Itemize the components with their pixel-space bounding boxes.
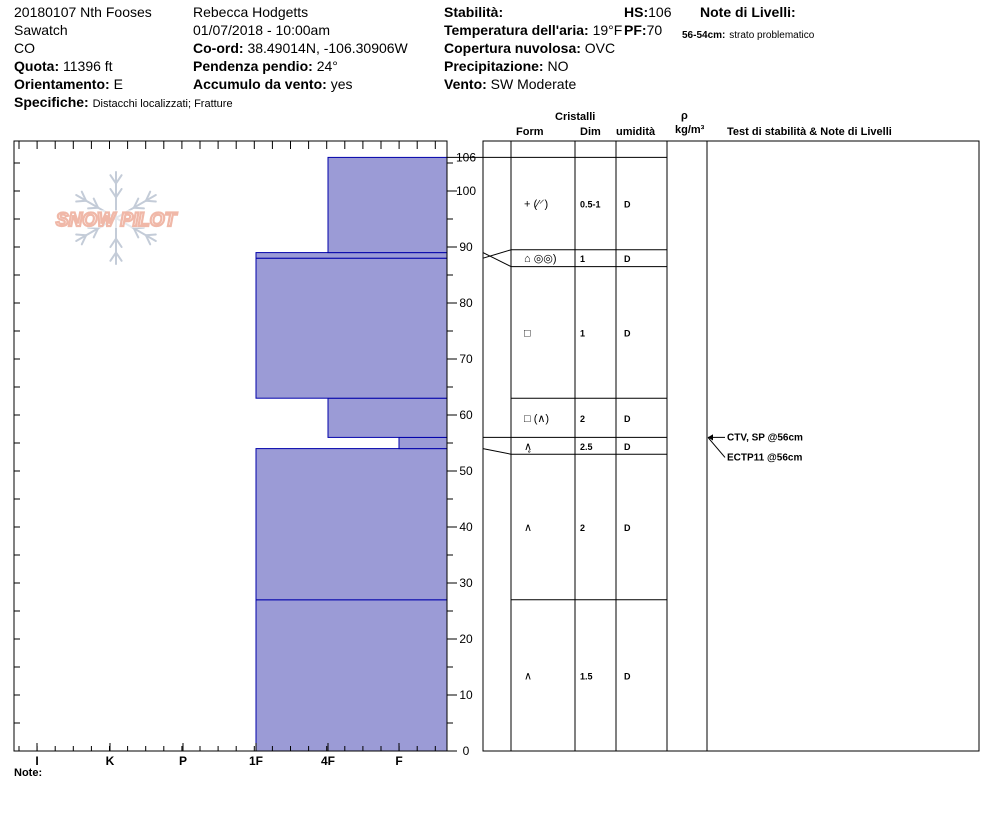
elevation-label: Quota: <box>14 58 60 74</box>
pf-value: 70 <box>646 22 663 38</box>
crystal-table-frame <box>483 141 979 751</box>
form-header: Form <box>516 126 544 138</box>
test-pointer <box>708 437 725 457</box>
flake-branch <box>146 235 156 236</box>
moisture: D <box>624 199 631 210</box>
coord-value: 38.49014N, -106.30906W <box>247 40 408 56</box>
flake-branch <box>76 235 86 236</box>
hardness-label: 1F <box>248 754 264 768</box>
air-temp-value: 19°F <box>592 22 623 38</box>
depth-label: 40 <box>459 520 473 534</box>
aspect-label: Orientamento: <box>14 76 110 92</box>
stability-test-label: CTV, SP @56cm <box>727 432 803 444</box>
hardness-layer <box>256 449 447 600</box>
elevation-value: 11396 ft <box>63 58 113 74</box>
hardness-layer <box>256 600 447 751</box>
grain-size: 2 <box>580 523 586 533</box>
aspect-value: E <box>113 76 123 92</box>
grain-size: 2.5 <box>580 441 593 452</box>
hardness-label: I <box>35 754 39 768</box>
flake-branch <box>146 201 156 202</box>
depth-connector <box>483 250 511 258</box>
observation-datetime: 01/07/2018 - 10:00am <box>193 22 330 38</box>
hardness-layer <box>328 398 447 437</box>
stability-test-label: ECTP11 @56cm <box>727 452 803 464</box>
flake-branch <box>88 208 98 209</box>
grain-form: □ (∧) <box>524 412 550 425</box>
coord-label: Co-ord: <box>193 40 244 56</box>
hs-depth-label: 106 <box>455 150 477 165</box>
slope-label: Pendenza pendio: <box>193 58 313 74</box>
moisture: D <box>624 671 631 682</box>
wind-label: Vento: <box>444 76 487 92</box>
specifics-value: Distacchi localizzati; Fratture <box>92 98 233 110</box>
crystals-header: Cristalli <box>555 111 596 123</box>
state-name: CO <box>14 40 35 56</box>
air-temp-label: Temperatura dell'aria: <box>444 22 589 38</box>
depth-label: 0 <box>462 744 470 758</box>
depth-label: 100 <box>455 184 477 198</box>
hardness-layer <box>399 437 447 448</box>
notes-label: Note: <box>14 767 43 779</box>
hardness-label: P <box>178 754 188 768</box>
density-symbol: ρ <box>681 110 688 122</box>
hardness-label: K <box>105 754 115 768</box>
depth-label: 10 <box>459 688 473 702</box>
grain-size: 0.5-1 <box>580 199 601 210</box>
depth-connector <box>483 449 511 455</box>
depth-label: 50 <box>459 464 473 478</box>
grain-form: ∧ <box>524 522 533 534</box>
moisture: D <box>624 523 631 533</box>
range-name: Sawatch <box>14 22 68 38</box>
specifics-label: Specifiche: <box>14 94 89 110</box>
hs-value: 106 <box>648 4 672 20</box>
snowpilot-logo <box>40 172 192 264</box>
test-arrow-icon <box>708 434 713 440</box>
moisture: D <box>624 328 631 339</box>
precip-value: NO <box>547 58 569 74</box>
hardness-layer <box>328 157 447 252</box>
grain-size: 1 <box>580 328 586 339</box>
grain-form: ⌂ ◎◎) <box>524 253 557 266</box>
wind-load-label: Accumulo da vento: <box>193 76 327 92</box>
moisture: D <box>624 254 631 265</box>
layer-note-text: strato problematico <box>729 30 815 41</box>
wind-value: SW Moderate <box>490 76 577 92</box>
tests-header: Test di stabilità & Note di Livelli <box>727 126 892 138</box>
cloud-value: OVC <box>584 40 616 56</box>
depth-label: 30 <box>459 576 473 590</box>
logo-text: SNOW PILOT <box>55 210 177 231</box>
hardness-label: 4F <box>320 754 336 768</box>
flake-branch <box>76 201 86 202</box>
slope-value: 24° <box>316 58 338 74</box>
cloud-label: Copertura nuvolosa: <box>444 40 581 56</box>
depth-label: 20 <box>459 632 473 646</box>
wind-load-value: yes <box>330 76 353 92</box>
grain-size: 1 <box>580 254 586 265</box>
pf-label: PF: <box>624 22 647 38</box>
precip-label: Precipitazione: <box>444 58 544 74</box>
hardness-layer <box>256 253 447 259</box>
layer-note-depth: 56-54cm: <box>682 30 726 41</box>
hardness-layer <box>256 258 447 398</box>
depth-label: 80 <box>459 296 473 310</box>
moisture: D <box>624 441 631 452</box>
depth-label: 60 <box>459 408 473 422</box>
depth-label: 90 <box>459 240 473 254</box>
depth-connector <box>483 253 511 267</box>
layer-notes-title: Note di Livelli: <box>700 4 796 20</box>
density-unit: kg/m³ <box>675 124 705 136</box>
grain-form: ∧ <box>524 670 533 683</box>
grain-form: + (⁄⸍) <box>524 198 549 211</box>
hardness-label: F <box>395 754 403 768</box>
grain-size: 2 <box>580 413 586 424</box>
site-name: 20180107 Nth Fooses <box>14 4 152 20</box>
hs-label: HS: <box>624 4 649 20</box>
stability-label: Stabilità: <box>444 4 504 20</box>
flake-branch <box>134 208 144 209</box>
dim-header: Dim <box>580 126 601 138</box>
grain-form: ∧̥ <box>524 440 533 453</box>
humidity-header: umidità <box>616 126 656 138</box>
grain-form: □ <box>524 327 531 340</box>
observer-name: Rebecca Hodgetts <box>193 4 309 20</box>
depth-label: 70 <box>459 352 473 366</box>
moisture: D <box>624 413 631 424</box>
grain-size: 1.5 <box>580 671 593 682</box>
